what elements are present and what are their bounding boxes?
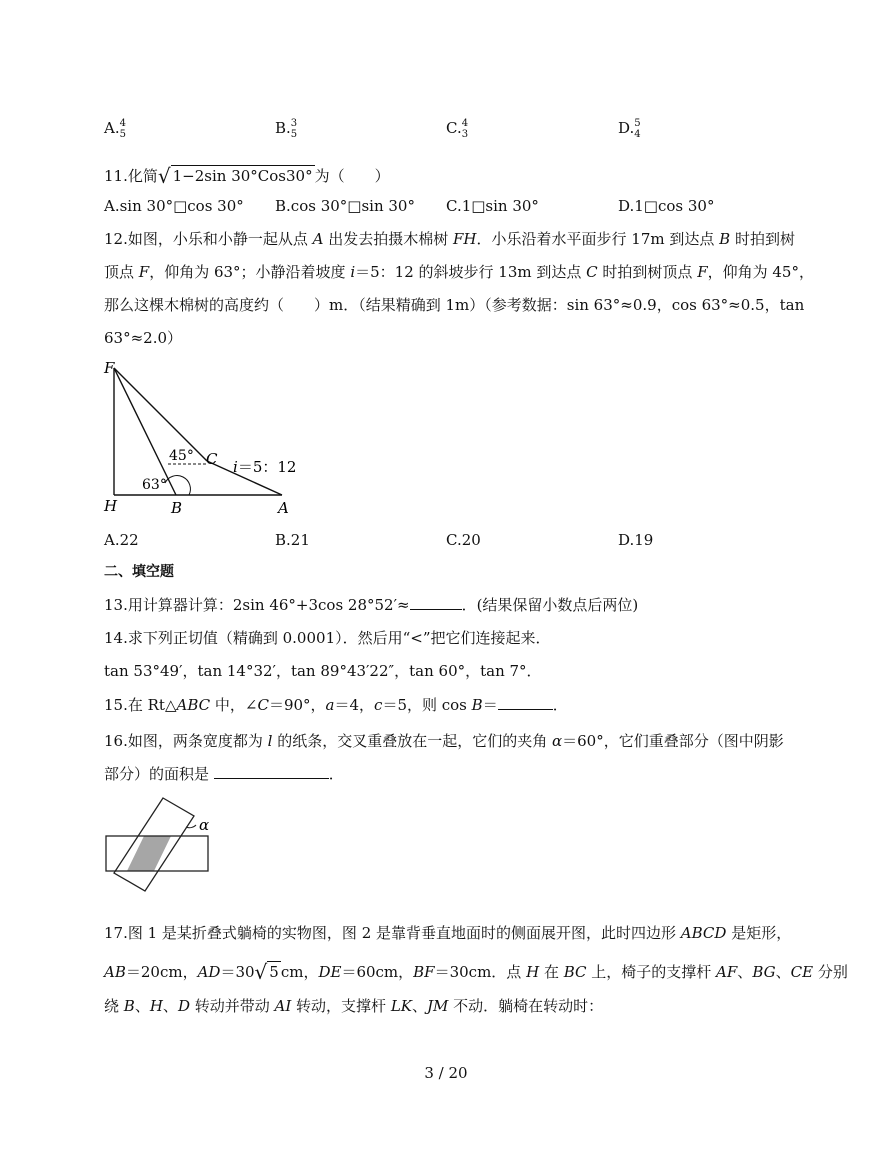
q10-option-b: B. 3 5 — [275, 118, 298, 140]
label-f: F — [104, 359, 115, 377]
q12-option-b: B.21 — [275, 531, 310, 549]
q17-sqrt-5: 5 — [269, 963, 279, 981]
page-number: 3 / 20 — [424, 1064, 468, 1082]
q10-option-a-fraction: 4 5 — [119, 118, 126, 140]
sqrt-symbol: √ — [254, 960, 268, 984]
q12-diagram — [98, 356, 308, 521]
q10-option-b-fraction: 3 5 — [290, 118, 298, 140]
q12-line-3: 那么这棵木棉树的高度约（ ）m．（结果精确到 1m）（参考数据：sin 63°≈0.9，cos 63°≈0.5，tan — [104, 296, 805, 314]
label-c: C — [206, 450, 218, 468]
label-45-degrees: 45° — [169, 448, 194, 464]
q16-line-2: 部分）的面积是 ． — [104, 765, 344, 783]
q10-option-c-fraction: 4 3 — [461, 118, 469, 140]
q10-option-c: C. 4 3 — [446, 118, 469, 140]
q12-option-d: D.19 — [618, 531, 654, 549]
q13-answer-blank — [410, 609, 462, 610]
q17-line-2: AB＝20cm，AD＝30√ 5 cm，DE＝60cm，BF＝30cm．点 H 在 BC 上，椅子的支撑杆 AF、BG、CE 分别 — [104, 960, 848, 984]
q11-option-b: B.cos 30°□sin 30° — [275, 197, 415, 215]
q16-answer-blank — [214, 778, 329, 779]
q10-option-d: D. 5 4 — [618, 118, 641, 140]
sqrt-symbol: √ — [157, 164, 171, 188]
q11-radicand: 1−2sin 30°Cos30° — [172, 167, 313, 185]
q12-line-1: 12.如图，小乐和小静一起从点 A 出发去拍摄木棉树 FH．小乐沿着水平面步行 17m 到达点 B 时拍到树 — [104, 230, 795, 248]
q12-option-c: C.20 — [446, 531, 481, 549]
q11-option-c: C.1□sin 30° — [446, 197, 539, 215]
q13-text: 13.用计算器计算：2sin 46°+3cos 28°52′≈ ．(结果保留小数点后两位) — [104, 596, 639, 614]
label-alpha: α — [199, 816, 210, 834]
angle-63-arc — [165, 476, 190, 495]
q12-line-4: 63°≈2.0） — [104, 329, 183, 347]
label-b: B — [171, 499, 183, 517]
q12-line-2: 顶点 F，仰角为 63°；小静沿着坡度 i＝5：12 的斜坡步行 13m 到达点 C 时拍到树顶点 F，仰角为 45°， — [104, 263, 814, 281]
q15-text: 15.在 Rt△ABC 中，∠C＝90°，a＝4，c＝5，则 cos B＝ ． — [104, 696, 568, 714]
q14-line-1: 14.求下列正切值（精确到 0.0001）．然后用“<”把它们连接起来． — [104, 629, 551, 647]
label-h: H — [104, 497, 118, 515]
q10-option-d-fraction: 5 4 — [634, 118, 641, 140]
q16-diagram — [100, 795, 230, 900]
label-63-degrees: 63° — [142, 477, 167, 493]
q10-option-a: A. 4 5 — [104, 118, 126, 140]
q14-line-2: tan 53°49′，tan 14°32′，tan 89°43′22″，tan 60°，tan 7°． — [104, 662, 542, 680]
q12-option-a: A.22 — [104, 531, 139, 549]
q16-line-1: 16.如图，两条宽度都为 l 的纸条，交叉重叠放在一起，它们的夹角 α＝60°，它们重叠部分（图中阴影 — [104, 732, 784, 750]
label-a: A — [278, 499, 289, 517]
q17-line-3: 绕 B、H、D 转动并带动 AI 转动，支撑杆 LK、JM 不动．躺椅在转动时： — [104, 997, 604, 1015]
overlap-shaded-area — [127, 836, 171, 871]
q11-option-d: D.1□cos 30° — [618, 197, 715, 215]
label-slope: i＝5：12 — [233, 458, 297, 476]
q11-option-a: A.sin 30°□cos 30° — [104, 197, 244, 215]
q11-stem: 11.化简√ 1−2sin 30°Cos30° 为（ ） — [104, 164, 390, 188]
sightline-fb — [114, 368, 176, 495]
section-heading: 二、填空题 — [104, 564, 174, 580]
q17-line-1: 17.图 1 是某折叠式躺椅的实物图，图 2 是靠背垂直地面时的侧面展开图，此时四边形 ABCD 是矩形， — [104, 924, 792, 942]
q15-answer-blank — [498, 709, 553, 710]
